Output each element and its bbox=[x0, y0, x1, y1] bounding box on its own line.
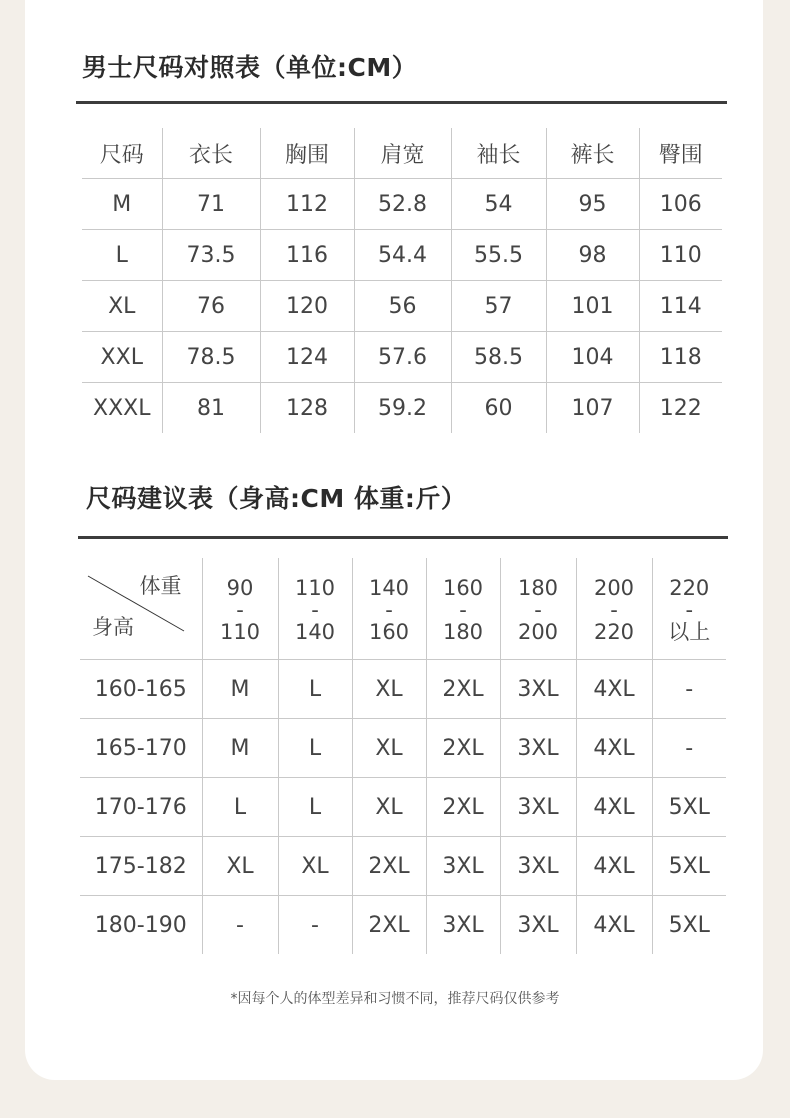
recommended-size-cell: 3XL bbox=[500, 660, 576, 719]
column-header: 尺码 bbox=[82, 128, 162, 179]
height-range-label: 175-182 bbox=[80, 837, 202, 896]
recommended-size-cell: 4XL bbox=[576, 719, 652, 778]
weight-range-part: 200 bbox=[593, 575, 635, 600]
weight-range-header bbox=[202, 558, 278, 660]
measurement-cell: 112 bbox=[260, 179, 354, 230]
recommendation-title: 尺码建议表（身高:CM 体重:斤） bbox=[86, 484, 467, 513]
measurement-cell: 124 bbox=[260, 332, 354, 383]
measurement-cell: 71 bbox=[162, 179, 260, 230]
size-label: L bbox=[82, 230, 162, 281]
recommended-size-cell: XL bbox=[352, 660, 426, 719]
recommended-size-cell: - bbox=[278, 896, 352, 955]
measurement-cell: 52.8 bbox=[354, 179, 451, 230]
column-header: 裤长 bbox=[546, 128, 639, 179]
recommended-size-cell: 2XL bbox=[352, 896, 426, 955]
recommended-size-cell: 2XL bbox=[352, 837, 426, 896]
measurement-cell: 104 bbox=[546, 332, 639, 383]
measurement-cell: 95 bbox=[546, 179, 639, 230]
recommended-size-cell: 3XL bbox=[500, 719, 576, 778]
weight-range-header bbox=[352, 558, 426, 660]
weight-range-header bbox=[278, 558, 352, 660]
recommended-size-cell: L bbox=[278, 660, 352, 719]
table-row bbox=[82, 179, 722, 230]
recommended-size-cell: 4XL bbox=[576, 896, 652, 955]
weight-range-part: 140 bbox=[294, 619, 336, 644]
table-row bbox=[80, 778, 726, 837]
column-header: 袖长 bbox=[451, 128, 546, 179]
recommended-size-cell: - bbox=[652, 719, 726, 778]
weight-range-part: 110 bbox=[219, 619, 261, 644]
weight-axis-label: 体重 bbox=[139, 574, 182, 598]
column-header: 肩宽 bbox=[354, 128, 451, 179]
table-row bbox=[82, 230, 722, 281]
recommended-size-cell: 2XL bbox=[426, 778, 500, 837]
size-label: XXXL bbox=[82, 383, 162, 434]
weight-range-part: 200 bbox=[517, 619, 559, 644]
size-chart-header-row bbox=[82, 128, 722, 179]
weight-range-part: 180 bbox=[517, 575, 559, 600]
weight-range-part: 140 bbox=[368, 575, 410, 600]
column-header: 臀围 bbox=[639, 128, 722, 179]
weight-range-part: 110 bbox=[294, 575, 336, 600]
size-chart-title: 男士尺码对照表（单位:CM） bbox=[82, 53, 418, 82]
recommended-size-cell: M bbox=[202, 719, 278, 778]
measurement-cell: 106 bbox=[639, 179, 722, 230]
recommendation-header-row bbox=[80, 558, 726, 660]
measurement-cell: 59.2 bbox=[354, 383, 451, 434]
measurement-cell: 118 bbox=[639, 332, 722, 383]
recommended-size-cell: - bbox=[202, 896, 278, 955]
table-row bbox=[82, 383, 722, 434]
weight-range-part: 160 bbox=[442, 575, 484, 600]
weight-range-part: 90 bbox=[226, 575, 254, 600]
recommended-size-cell: 5XL bbox=[652, 778, 726, 837]
measurement-cell: 120 bbox=[260, 281, 354, 332]
weight-range-part: 180 bbox=[442, 619, 484, 644]
measurement-cell: 55.5 bbox=[451, 230, 546, 281]
measurement-cell: 128 bbox=[260, 383, 354, 434]
measurement-cell: 98 bbox=[546, 230, 639, 281]
measurement-cell: 57.6 bbox=[354, 332, 451, 383]
size-label: XXL bbox=[82, 332, 162, 383]
size-chart-table bbox=[82, 128, 722, 433]
recommended-size-cell: 2XL bbox=[426, 719, 500, 778]
measurement-cell: 122 bbox=[639, 383, 722, 434]
measurement-cell: 114 bbox=[639, 281, 722, 332]
table-row bbox=[80, 896, 726, 955]
recommended-size-cell: 4XL bbox=[576, 778, 652, 837]
recommended-size-cell: 3XL bbox=[426, 896, 500, 955]
measurement-cell: 110 bbox=[639, 230, 722, 281]
measurement-cell: 57 bbox=[451, 281, 546, 332]
recommended-size-cell: 2XL bbox=[426, 660, 500, 719]
recommended-size-cell: 5XL bbox=[652, 837, 726, 896]
recommended-size-cell: 4XL bbox=[576, 837, 652, 896]
weight-range-header bbox=[500, 558, 576, 660]
weight-range-part: 220 bbox=[593, 619, 635, 644]
weight-range-part: - bbox=[534, 597, 542, 622]
size-label: XL bbox=[82, 281, 162, 332]
weight-range-part: - bbox=[459, 597, 467, 622]
column-header: 胸围 bbox=[260, 128, 354, 179]
measurement-cell: 60 bbox=[451, 383, 546, 434]
weight-range-part: 160 bbox=[368, 619, 410, 644]
recommended-size-cell: 3XL bbox=[500, 896, 576, 955]
recommended-size-cell: 3XL bbox=[500, 837, 576, 896]
weight-range-header bbox=[426, 558, 500, 660]
height-range-label: 180-190 bbox=[80, 896, 202, 955]
weight-range-part: 以上 bbox=[668, 619, 711, 644]
weight-range-part: - bbox=[610, 597, 618, 622]
recommendation-table bbox=[80, 558, 726, 954]
recommended-size-cell: 3XL bbox=[500, 778, 576, 837]
recommended-size-cell: L bbox=[278, 778, 352, 837]
recommendation-divider bbox=[78, 536, 728, 539]
table-row bbox=[82, 281, 722, 332]
weight-range-header bbox=[652, 558, 726, 660]
size-label: M bbox=[82, 179, 162, 230]
table-row bbox=[82, 332, 722, 383]
table-row bbox=[80, 660, 726, 719]
weight-range-part: 220 bbox=[669, 575, 710, 600]
recommended-size-cell: XL bbox=[278, 837, 352, 896]
measurement-cell: 54 bbox=[451, 179, 546, 230]
recommended-size-cell: L bbox=[202, 778, 278, 837]
weight-range-part: - bbox=[385, 597, 393, 622]
weight-range-part: - bbox=[311, 597, 319, 622]
recommended-size-cell: L bbox=[278, 719, 352, 778]
measurement-cell: 107 bbox=[546, 383, 639, 434]
recommended-size-cell: 5XL bbox=[652, 896, 726, 955]
measurement-cell: 101 bbox=[546, 281, 639, 332]
height-range-label: 170-176 bbox=[80, 778, 202, 837]
recommended-size-cell: XL bbox=[352, 778, 426, 837]
measurement-cell: 116 bbox=[260, 230, 354, 281]
height-axis-label: 身高 bbox=[92, 615, 134, 639]
height-range-label: 165-170 bbox=[80, 719, 202, 778]
measurement-cell: 76 bbox=[162, 281, 260, 332]
measurement-cell: 54.4 bbox=[354, 230, 451, 281]
weight-range-part: - bbox=[236, 597, 244, 622]
measurement-cell: 78.5 bbox=[162, 332, 260, 383]
recommended-size-cell: XL bbox=[352, 719, 426, 778]
recommended-size-cell: M bbox=[202, 660, 278, 719]
recommended-size-cell: - bbox=[652, 660, 726, 719]
measurement-cell: 58.5 bbox=[451, 332, 546, 383]
weight-range-header bbox=[576, 558, 652, 660]
measurement-cell: 81 bbox=[162, 383, 260, 434]
height-range-label: 160-165 bbox=[80, 660, 202, 719]
recommended-size-cell: XL bbox=[202, 837, 278, 896]
recommended-size-cell: 4XL bbox=[576, 660, 652, 719]
measurement-cell: 73.5 bbox=[162, 230, 260, 281]
title-divider bbox=[76, 101, 727, 104]
weight-range-part: - bbox=[685, 597, 694, 622]
recommended-size-cell: 3XL bbox=[426, 837, 500, 896]
corner-header-cell bbox=[80, 558, 202, 660]
table-row bbox=[80, 837, 726, 896]
measurement-cell: 56 bbox=[354, 281, 451, 332]
column-header: 衣长 bbox=[162, 128, 260, 179]
footnote: *因每个人的体型差异和习惯不同，推荐尺码仅供参考 bbox=[230, 991, 560, 1007]
table-row bbox=[80, 719, 726, 778]
